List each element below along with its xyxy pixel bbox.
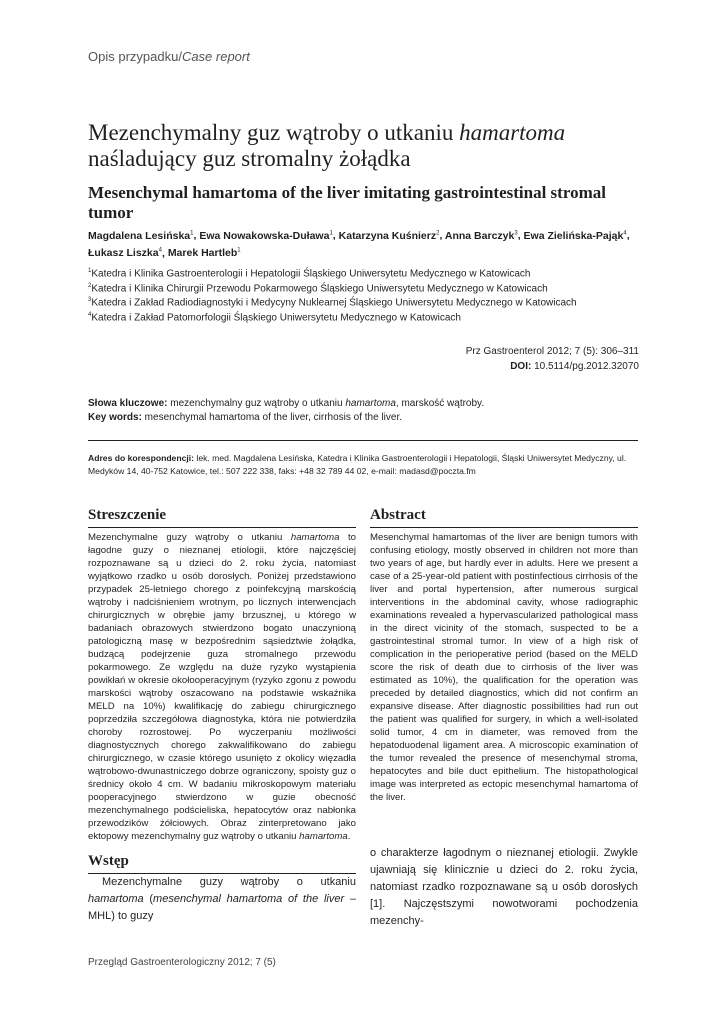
streszczenie-text: Mezenchymalne guzy wątroby o utkaniu hamartoma to łagodne guzy o nieznanej etiologii, które najczęściej rozpoznawane są u dzieci do 2. roku życia, natomiast wyjątkowo rzadko u osób dorosłych. Poniżej przedstawiono przypadek 25-letniego chorego z poinfekcyjną marskością wątroby i nadciśnieniem wrotnym, po licznych interwencjach chirurgicznych w obrębie jamy brzusznej, u którego w badaniach obrazowych stwierdzono bogato unaczynioną patologiczną masę w bezpośrednim sąsiedztwie żołądka, budzącą podejrzenie guza stromalnego przewodu pokarmowego. Ze względu na duże ryzyko wystąpienia powikłań w okresie okołooperacyjnym (ryzyko zgonu z powodu marskości wątroby oszacowano na podstawie wskaźnika MELD na 10%) kwalifikację do zabiegu chirurgicznego poprzedziła szczegółowa diagnostyka, która nie potwierdziła choroby rozrostowej. Po wyczerpaniu możliwości diagnostycznych chorego zakwalifikowano do zabiegu chirurgicznego, w czasie którego usunięto z okolicy więzadła wątrobowo-dwunastniczego dobrze ograniczony, spoisty guz o średnicy około 4 cm. W badaniu mikroskopowym materiału pooperacyjnego stwierdzono w guzie obecność mezenchymalnego podścieliska, hepatocytów oraz nabłonka przewodzików żółciowych. Obraz zinterpretowano jako ektopowy mezenchymalny guz wątroby o utkaniu hamartoma. <box>88 532 357 842</box>
citation-block <box>466 344 639 374</box>
author: Katarzyna Kuśnierz$^2$ <box>338 229 440 242</box>
keywords-pl: Słowa kluczowe: mezenchymalny guz wątroby o utkaniu hamartoma, marskość wątroby. <box>88 398 485 409</box>
doi-value: 10.5114/pg.2012.32070 <box>531 361 639 372</box>
title-pl-italic: hamartoma <box>459 120 566 145</box>
author: Łukasz Liszka$^4$ <box>88 247 162 259</box>
author: Anna Barczyk$^3$ <box>444 229 518 242</box>
correspondence <box>88 452 638 478</box>
journal-citation: Prz Gastroenterol 2012; 7 (5): 306–311 <box>465 346 639 357</box>
article-title-en: Mesenchymal hamartoma of the liver imitating gastrointestinal stromal tumor <box>88 183 606 222</box>
heading-rule <box>370 527 638 528</box>
abstract-heading: Abstract <box>370 507 426 523</box>
wstep-left-text: Mezenchymalne guzy wątroby o utkaniu hamartoma (mesenchymal hamartoma of the liver – MHL) to guzy <box>88 876 356 922</box>
abstract-text: Mesenchymal hamartomas of the liver are benign tumors with confusing etiology, mostly observed in children not more than two years of age, but hardly ever in adults. Here we present a case of a 25-year-old patient with postinfectious cirrhosis of the liver and portal hypertension, after numerous surgical interventions in the abdominal cavity, whose radiographic examinations revealed a hypervascularized pathological mass in the direct vicinity of the stomach, suspected to be a gastrointestinal stromal tumor. In view of a high risk of complication in the perioperative period (based on the MELD score the risk of death due to cirrhosis of the liver was estimated as 10%), the qualification for the operation was preceded by detailed diagnostics, which did not confirm an expansive disease. After diagnostic possibilities had run out the patient was qualified for surgery, in which a well-isolated solid tumor, 4 cm in diameter, was removed from the hepatoduodenal ligament area. A microscopic examination of the tumor revealed the presence of mesenchymal stroma, hepatocytes and bile duct epithelium. The histopathological image was interpreted as ectopic mesenchymal hamartoma of the liver. <box>370 532 638 803</box>
section-label <box>88 49 250 64</box>
author: Marek Hartleb$^1$ <box>167 247 241 259</box>
keywords-en: Key words: mesenchymal hamartoma of the liver, cirrhosis of the liver. <box>88 412 403 423</box>
doi-line[interactable] <box>466 359 639 374</box>
heading-rule <box>88 527 356 528</box>
wstep-right-text: o charakterze łagodnym o nieznanej etiologii. Zwykle ujawniają się klinicznie u dzieci do 2. roku życia, natomiast rzadko rozpoznawane są u osób dorosłych [1]. Najczęstszymi nowotworami pochodzenia mezenchy- <box>370 847 638 927</box>
author: Ewa Zielińska-Pająk$^4$ <box>523 229 627 242</box>
author-list: Magdalena Lesińska$^1$, Ewa Nowakowska-Duława$^1$, Katarzyna Kuśnierz$^2$, Anna Barczyk$^3$, Ewa Zielińska-Pająk$^4$, Łukasz Liszka$^4$, Marek Hartleb$^1$ <box>88 229 630 259</box>
footer: Przegląd Gastroenterologiczny 2012; 7 (5) <box>88 957 276 968</box>
section-label-en: Case report <box>181 49 250 64</box>
correspondence-text: lek. med. Magdalena Lesińska, Katedra i Klinika Gastroenterologii i Hepatologii, Śląski Uniwersytet Medyczny, ul. Medyków 14, 40-752 Katowice, tel.: 507 222 338, faks: +48 32 789 44 02, e-mail: madasd@poczta.fm <box>88 453 627 476</box>
section-label-pl: Opis przypadku/ <box>88 49 182 64</box>
author: Ewa Nowakowska-Duława$^1$ <box>199 229 333 242</box>
affiliation: $^1$Katedra i Klinika Gastroenterologii i Hepatologii Śląskiego Uniwersytetu Medycznego w Katowicach <box>88 268 531 280</box>
wstep-heading: Wstęp <box>88 853 129 869</box>
streszczenie-heading: Streszczenie <box>88 507 167 523</box>
affiliation: $^4$Katedra i Zakład Patomorfologii Śląskiego Uniwersytetu Medycznego w Katowicach <box>88 312 461 324</box>
divider <box>88 440 638 441</box>
title-pl-part2: naśladujący guz stromalny żołądka <box>88 146 411 171</box>
title-pl-part1: Mezenchymalny guz wątroby o utkaniu <box>88 120 460 145</box>
author: Magdalena Lesińska$^1$ <box>88 229 194 242</box>
affiliation: $^2$Katedra i Klinika Chirurgii Przewodu Pokarmowego Śląskiego Uniwersytetu Medycznego w Katowicach <box>88 283 548 295</box>
correspondence-label: Adres do korespondencji: <box>88 453 195 463</box>
affiliation: $^3$Katedra i Zakład Radiodiagnostyki i Medycyny Nuklearnej Śląskiego Uniwersytetu Medycznego w Katowicach <box>88 297 577 309</box>
doi-label: DOI: <box>510 361 532 372</box>
article-title-pl <box>88 120 648 172</box>
